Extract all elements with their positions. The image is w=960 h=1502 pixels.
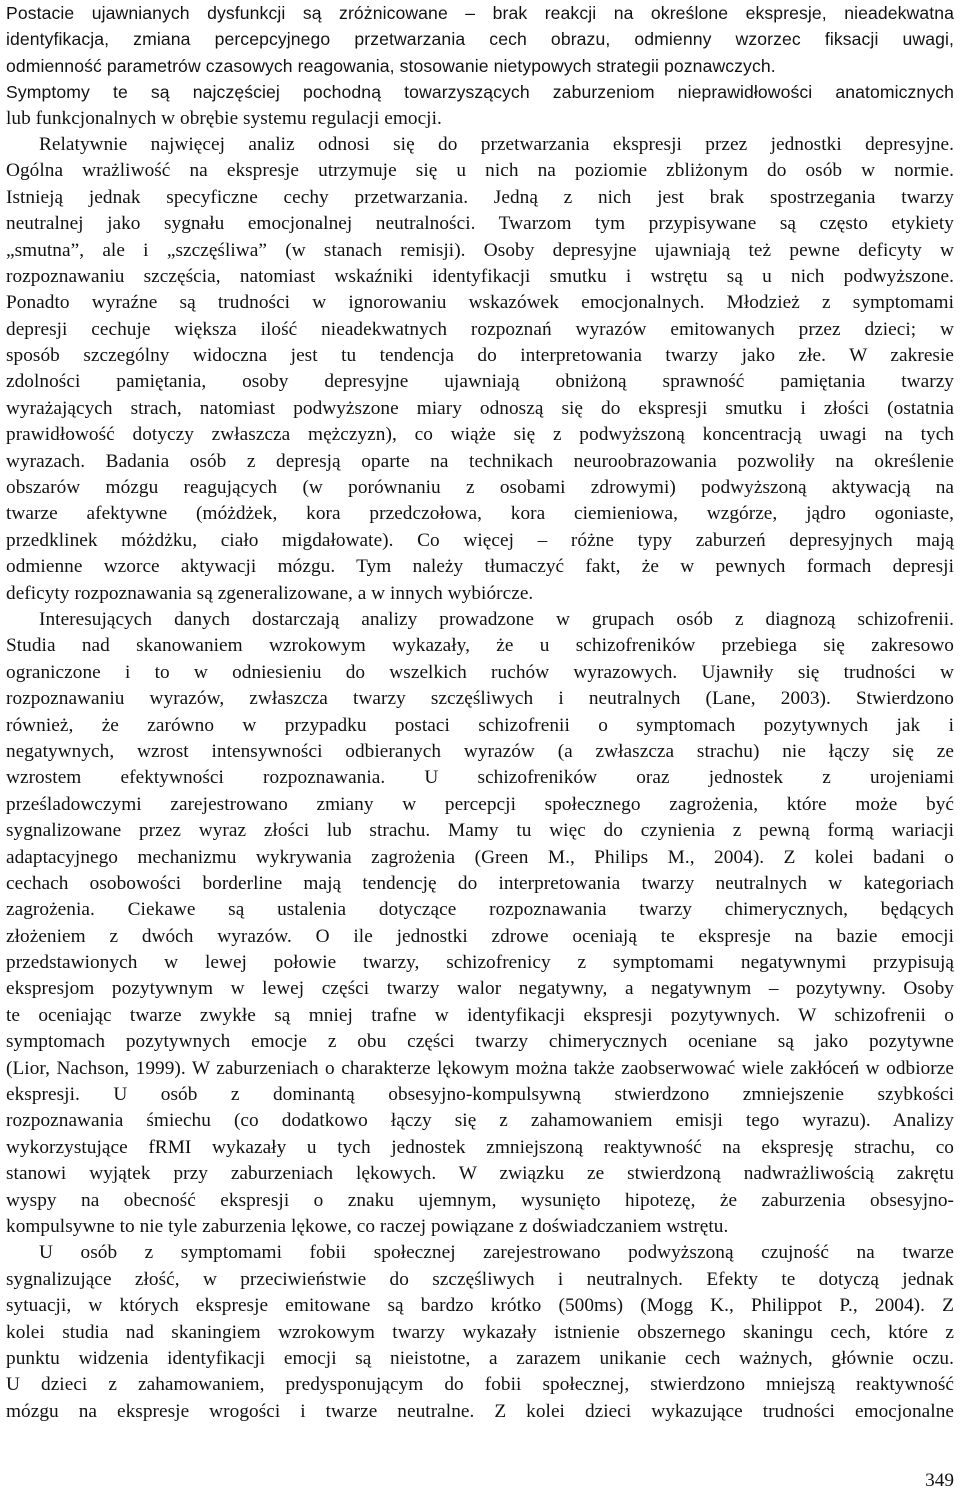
text-line: wyrażających strach, natomiast podwyższone miary odnoszą się do ekspresji smutku i złości (ostatnia [6, 397, 954, 419]
text-line: punktu widzenia identyfikacji emocji są nieistotne, a zarazem unikanie cech ważnych, głównie oczu. [6, 1347, 954, 1369]
text-line: (Lior, Nachson, 1999). W zaburzeniach o charakterze lękowym można także zaobserwować wiele zakłóceń w odbiorze [6, 1057, 954, 1079]
text-line: prawidłowość dotyczy zwłaszcza mężczyzn), co wiąże się z podwyższoną koncentracją uwagi na tych [6, 424, 954, 446]
text-line: wyspy na obecność ekspresji o znaku ujemnym, wysunięto hipotezę, że zaburzenia obsesyjno- [6, 1189, 954, 1211]
text-line: odmienne wzorce aktywacji mózgu. Tym należy tłumaczyć fakt, że w pewnych formach depresji [6, 556, 954, 578]
text-line: stanowi wyjątek przy zaburzeniach lękowych. W związku ze stwierdzoną nadwrażliwością zakrętu [6, 1163, 954, 1185]
text-line: Studia nad skanowaniem wzrokowym wykazały, że u schizofreników przebiega się zakresowo [6, 635, 954, 657]
text-line: zagrożenia. Ciekawe są ustalenia dotyczące rozpoznawania twarzy chimerycznych, będących [6, 899, 954, 921]
text-line: prześladowczymi zarejestrowano zmiany w percepcji społecznego zagrożenia, które może być [6, 793, 954, 815]
text-line: U dzieci z zahamowaniem, predysponującym do fobii społecznej, stwierdzono mniejszą reaktywność [6, 1374, 954, 1396]
text-line: identyfikacja, zmiana percepcyjnego przetwarzania cech obrazu, odmienny wzorzec fiksacji uwagi, [6, 29, 954, 50]
text-line: przedklinek móżdżku, ciało migdałowate). Co więcej – różne typy zaburzeń depresyjnych mają [6, 529, 954, 551]
text-line: ograniczone i to w odniesieniu do wszelkich ruchów wyrazowych. Ujawniły się trudności w [6, 661, 954, 683]
text-line: cechach osobowości borderline mają tendencję do interpretowania twarzy neutralnych w kategoriach [6, 872, 954, 894]
text-line: wyrazach. Badania osób z depresją oparte na technikach neuroobrazowania pozwoliły na określenie [6, 450, 954, 472]
text-line: Postacie ujawnianych dysfunkcji są zróżnicowane – brak reakcji na określone ekspresje, nieadekwatna [6, 3, 954, 23]
text-line: U osób z symptomami fobii społecznej zarejestrowano podwyższoną czujność na twarze [39, 1242, 954, 1264]
text-line: lub funkcjonalnych w obrębie systemu regulacji emocji. [6, 107, 442, 129]
text-line: sygnalizujące złość, w przeciwieństwie do szczęśliwych i neutralnych. Efekty te dotyczą jednak [6, 1268, 954, 1290]
text-line: „smutna”, ale i „szczęśliwa” (w stanach remisji). Osoby depresyjne ujawniają też pewne deficyty w [6, 239, 954, 261]
text-line: symptomach pozytywnych emocje z obu części twarzy chimerycznych oceniane są jako pozytywne [6, 1031, 954, 1053]
page-number: 349 [925, 1470, 954, 1491]
text-line: Istnieją jednak specyficzne cechy przetwarzania. Jedną z nich jest brak spostrzegania twarzy [6, 186, 954, 208]
text-line: przedstawionych w lewej połowie twarzy, schizofrenicy z symptomami negatywnymi przypisują [6, 952, 954, 974]
text-line: rozpoznawania śmiechu (co dodatkowo łączy się z zahamowaniem emisji tego wyrazu). Analizy [6, 1110, 954, 1132]
text-line: ekspresjom pozytywnym w lewej części twarzy walor negatywny, a negatywnym – pozytywny. Osoby [6, 978, 954, 1000]
text-line: odmienność parametrów czasowych reagowania, stosowanie nietypowych strategii poznawczych. [6, 55, 776, 76]
text-line: adaptacyjnego mechanizmu wykrywania zagrożenia (Green M., Philips M., 2004). Z kolei badani o [6, 846, 954, 868]
text-line: Relatywnie najwięcej analiz odnosi się do przetwarzania ekspresji przez jednostki depresyjne. [39, 133, 954, 155]
text-line: kolei studia nad skaningiem wzrokowym twarzy wykazały istnienie obszernego skaningu cech, które z [6, 1321, 954, 1343]
text-line: Interesujących danych dostarczają analizy prowadzone w grupach osób z diagnozą schizofrenii. [39, 608, 954, 630]
text-line: wzrostem efektywności rozpoznawania. U schizofreników oraz jednostek z urojeniami [6, 767, 954, 789]
text-line: te oceniając twarze zwykłe są mniej trafne w identyfikacji ekspresji pozytywnych. W schizofrenii o [6, 1004, 954, 1026]
text-line: obszarów mózgu reagujących (w porównaniu z osobami zdrowymi) podwyższoną aktywacją na [6, 477, 954, 499]
text-line: wykorzystujące fRMI wykazały u tych jednostek zmniejszoną reaktywność na ekspresję strachu, co [6, 1136, 954, 1158]
text-line: sygnalizowane przez wyraz złości lub strachu. Mamy tu więc do czynienia z pewną formą wariacji [6, 820, 954, 842]
text-line: Ogólna wrażliwość na ekspresje utrzymuje się u nich na poziomie zbliżonym do osób w normie. [6, 160, 954, 182]
text-line: negatywnych, wzrost intensywności odbieranych wyrazów (a zwłaszcza strachu) nie łączy się ze [6, 740, 954, 762]
text-line: również, że zarówno w przypadku postaci schizofrenii o symptomach pozytywnych jak i [6, 714, 954, 736]
text-line: neutralnej jako sygnału emocjonalnej neutralności. Twarzom tym przypisywane są często etykiety [6, 213, 954, 235]
text-line: sposób szczególny widoczna jest tu tendencja do interpretowania twarzy jako złe. W zakresie [6, 345, 954, 367]
text-line: Symptomy te są najczęściej pochodną towarzyszących zaburzeniom nieprawidłowości anatomicznych [6, 82, 954, 103]
text-line: depresji cechuje większa ilość nieadekwatnych rozpoznań wyrazów emitowanych przez dzieci; w [6, 318, 954, 340]
text-line: rozpoznawaniu szczęścia, natomiast wskaźniki identyfikacji smutku i wstrętu są u nich podwyższone. [6, 265, 954, 287]
text-line: sytuacji, w których ekspresje emitowane są bardzo krótko (500ms) (Mogg K., Philippot P., 2004). Z [6, 1295, 954, 1317]
text-line: twarze afektywne (móżdżek, kora przedczołowa, kora ciemieniowa, wzgórze, jądro ogoniaste, [6, 503, 954, 525]
text-line: kompulsywne to nie tyle zaburzenia lękowe, co raczej powiązane z doświadczaniem wstrętu. [6, 1215, 729, 1237]
text-line: Ponadto wyraźne są trudności w ignorowaniu wskazówek emocjonalnych. Młodzież z symptomami [6, 292, 954, 314]
text-line: mózgu na ekspresje wrogości i twarze neutralne. Z kolei dzieci wykazujące trudności emocjonalne [6, 1400, 954, 1422]
text-line: rozpoznawaniu wyrazów, zwłaszcza twarzy szczęśliwych i neutralnych (Lane, 2003). Stwierdzono [6, 688, 954, 710]
text-line: zdolności pamiętania, osoby depresyjne ujawniają obniżoną sprawność pamiętania twarzy [6, 371, 954, 393]
body-text [6, 0, 954, 1425]
text-line: ekspresji. U osób z dominantą obsesyjno-kompulsywną stwierdzono zmniejszenie szybkości [6, 1084, 954, 1106]
text-line: deficyty rozpoznawania są zgeneralizowane, a w innych wybiórcze. [6, 582, 534, 604]
text-line: złożeniem z dwóch wyrazów. O ile jednostki zdrowe oceniają te ekspresje na bazie emocji [6, 925, 954, 947]
